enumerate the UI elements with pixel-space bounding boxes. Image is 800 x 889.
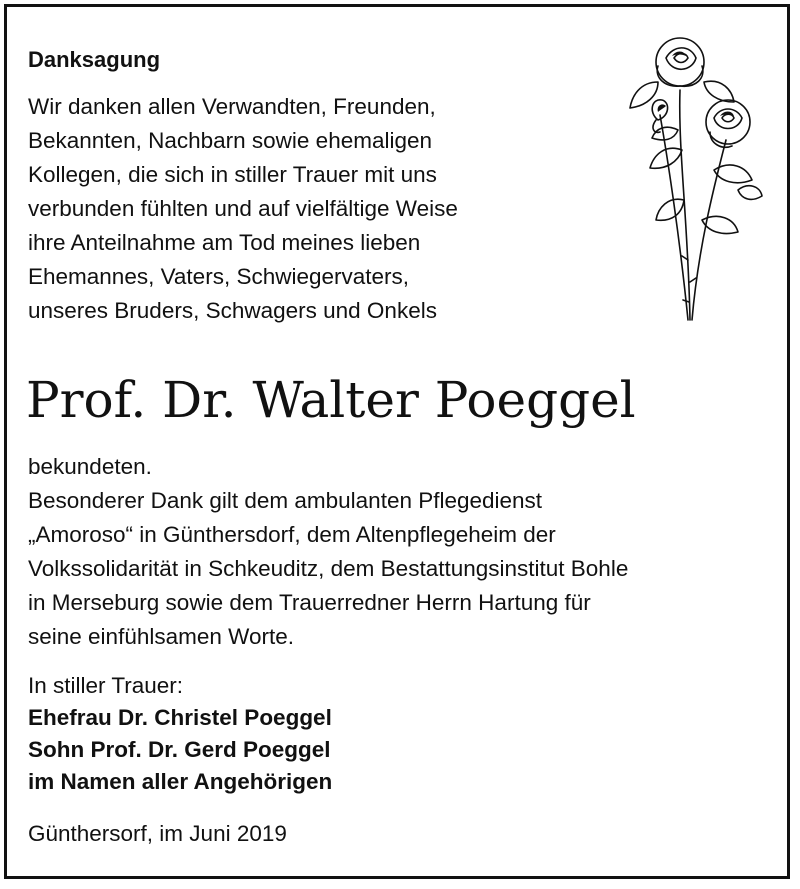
- notice-heading: Danksagung: [28, 47, 161, 72]
- intro-line: ihre Anteilnahme am Tod meines lieben: [28, 230, 421, 255]
- body-line: Volkssolidarität in Schkeuditz, dem Bestattungsinstitut Bohle: [28, 556, 629, 581]
- body-line: bekundeten.: [28, 454, 152, 479]
- signoff-block: [28, 670, 332, 798]
- place-date: Günthersorf, im Juni 2019: [28, 821, 287, 846]
- deceased-name: Prof. Dr. Walter Poeggel: [26, 371, 636, 429]
- mourner-name: im Namen aller Angehörigen: [28, 769, 333, 794]
- roses-illustration-icon: [618, 20, 768, 330]
- mourner-name: Sohn Prof. Dr. Gerd Poeggel: [28, 737, 331, 762]
- body-line: seine einfühlsamen Worte.: [28, 624, 294, 649]
- body-line: „Amoroso“ in Günthersdorf, dem Altenpflegeheim der: [28, 522, 556, 547]
- thanks-text: [28, 450, 778, 654]
- body-line: in Merseburg sowie dem Trauerredner Herrn Hartung für: [28, 590, 591, 615]
- intro-line: verbunden fühlten und auf vielfältige Weise: [28, 196, 458, 221]
- body-line: Besonderer Dank gilt dem ambulanten Pflegedienst: [28, 488, 543, 513]
- intro-line: Kollegen, die sich in stiller Trauer mit uns: [28, 162, 437, 187]
- intro-text: [28, 90, 618, 328]
- signoff-intro: In stiller Trauer:: [28, 673, 184, 698]
- intro-line: unseres Bruders, Schwagers und Onkels: [28, 298, 437, 323]
- intro-line: Ehemannes, Vaters, Schwiegervaters,: [28, 264, 410, 289]
- intro-line: Bekannten, Nachbarn sowie ehemaligen: [28, 128, 433, 153]
- mourner-name: Ehefrau Dr. Christel Poeggel: [28, 705, 332, 730]
- intro-line: Wir danken allen Verwandten, Freunden,: [28, 94, 436, 119]
